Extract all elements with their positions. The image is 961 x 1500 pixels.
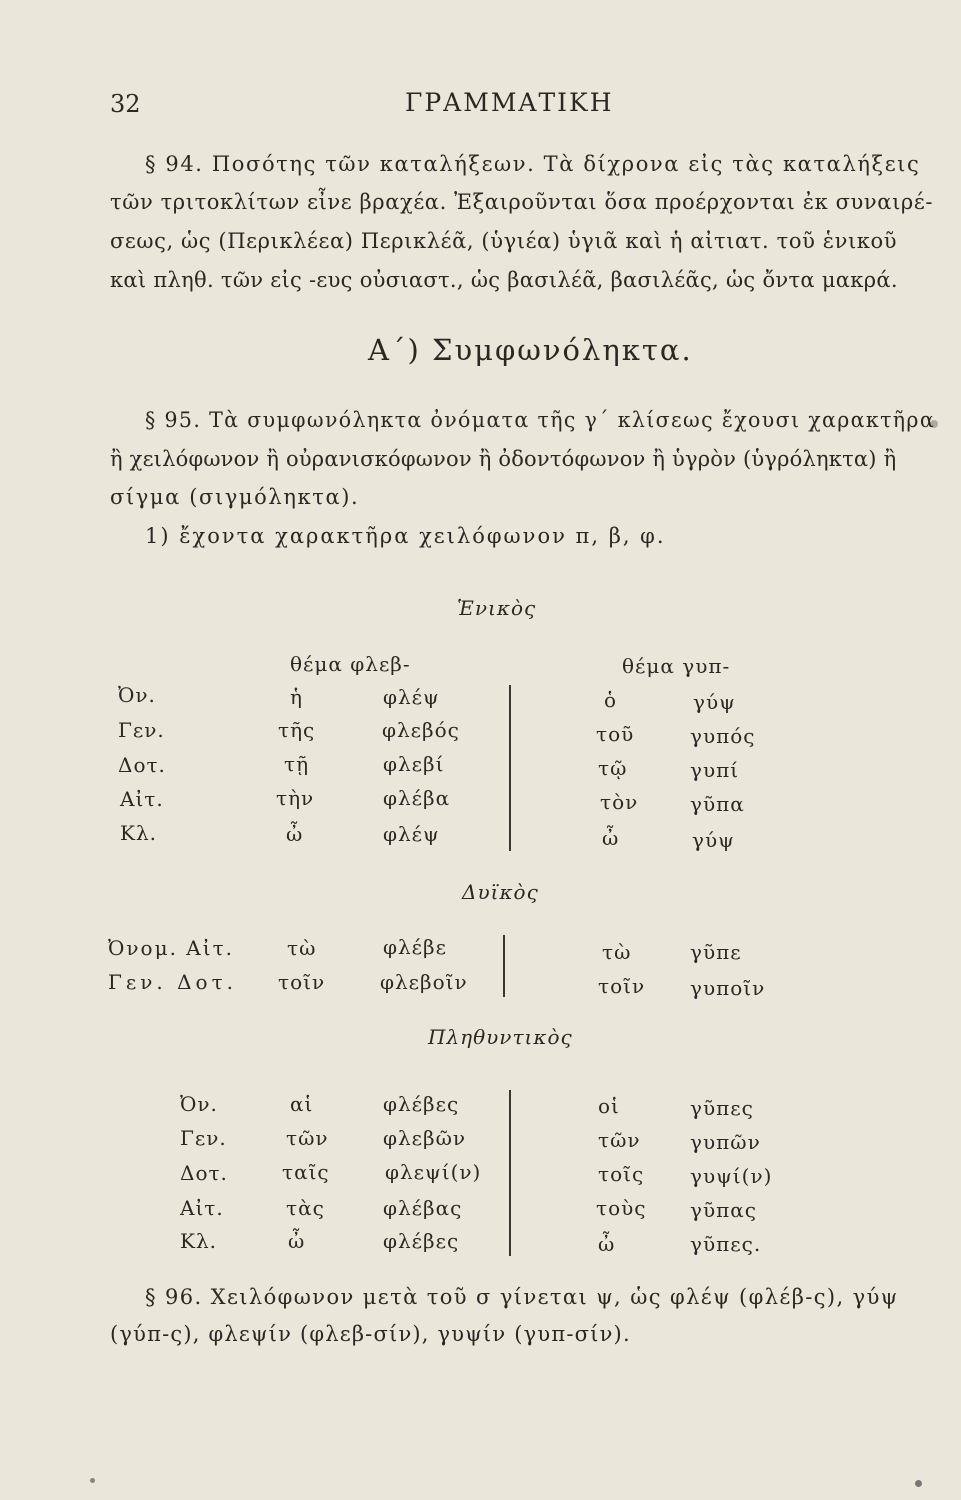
running-title: ΓΡΑΜΜΑΤΙΚΗ bbox=[405, 88, 614, 117]
case-label: Γεν. bbox=[180, 1126, 227, 1150]
noun-form: φλεβός bbox=[382, 718, 460, 742]
noun-form: φλεβί bbox=[383, 752, 445, 776]
article: τὴν bbox=[276, 786, 315, 810]
article: ὦ bbox=[286, 822, 304, 846]
article: τοῖν bbox=[278, 970, 326, 994]
article: τῇ bbox=[284, 752, 310, 776]
para95-line: § 95. Τὰ συμφωνόληκτα ὀνόματα τῆς γ΄ κλίσεως ἔχουσι χαρακτῆρα bbox=[145, 408, 936, 432]
para95-line: ἢ χειλόφωνον ἢ οὐρανισκόφωνον ἢ ὀδοντόφωνον ἢ ὑγρὸν (ὑγρόληκτα) ἢ bbox=[110, 447, 897, 471]
noun-form: φλέβας bbox=[383, 1196, 463, 1220]
case-label: Γεν. Δοτ. bbox=[108, 970, 238, 994]
noun-form: φλέψ bbox=[383, 685, 440, 709]
noun-form: γῦπες bbox=[690, 1096, 754, 1120]
page-number: 32 bbox=[110, 90, 141, 118]
case-label: Δοτ. bbox=[180, 1161, 228, 1185]
case-label: Κλ. bbox=[120, 821, 157, 845]
noun-form: γυπῶν bbox=[690, 1130, 761, 1154]
article: οἱ bbox=[598, 1094, 620, 1118]
article: τὼ bbox=[287, 936, 317, 960]
article: ἡ bbox=[290, 685, 303, 709]
article: τῷ bbox=[598, 756, 628, 780]
noun-form: γῦπε bbox=[690, 940, 742, 964]
noun-form: φλεψί(ν) bbox=[385, 1160, 482, 1184]
paper-stain bbox=[90, 1478, 95, 1483]
case-label: Ὀν. bbox=[118, 683, 156, 707]
noun-form: γῦπα bbox=[690, 792, 745, 816]
noun-form: γῦπες. bbox=[690, 1232, 762, 1256]
article: τοῦ bbox=[596, 722, 635, 746]
noun-form: γύψ bbox=[692, 828, 735, 852]
article: τῶν bbox=[286, 1126, 329, 1150]
noun-form: φλεβοῖν bbox=[380, 970, 468, 994]
noun-form: φλέβε bbox=[383, 935, 447, 959]
para95-subitem: 1) ἔχοντα χαρακτῆρα χειλόφωνον π, β, φ. bbox=[145, 524, 666, 548]
case-label: Αἰτ. bbox=[180, 1196, 224, 1220]
case-label: Ὀν. bbox=[180, 1092, 218, 1116]
article: τὰς bbox=[286, 1196, 325, 1220]
case-label: Ὀνομ. Αἰτ. bbox=[108, 936, 235, 960]
singular-title: Ἑνικὸς bbox=[457, 596, 537, 620]
article: τοὺς bbox=[596, 1196, 647, 1220]
article: ὦ bbox=[598, 1232, 616, 1256]
article: τὸν bbox=[600, 790, 639, 814]
noun-form: γυψί(ν) bbox=[690, 1164, 773, 1188]
article: τῆς bbox=[278, 718, 316, 742]
theme-right: θέμα γυπ- bbox=[622, 654, 731, 678]
noun-form: γύψ bbox=[693, 690, 736, 714]
plural-title: Πληθυντικὸς bbox=[428, 1025, 573, 1049]
para95-line: σίγμα (σιγμόληκτα). bbox=[110, 485, 360, 509]
article: τοῖς bbox=[598, 1162, 645, 1186]
noun-form: φλέψ bbox=[383, 822, 440, 846]
case-label: Αἰτ. bbox=[120, 787, 164, 811]
article: ὦ bbox=[288, 1229, 306, 1253]
article: ὁ bbox=[604, 688, 618, 712]
column-divider bbox=[509, 1090, 511, 1256]
noun-form: φλέβες bbox=[383, 1229, 460, 1253]
noun-form: γυποῖν bbox=[690, 976, 766, 1000]
para96-line: (γύπ-ς), φλεψίν (φλεβ-σίν), γυψίν (γυπ-σίν). bbox=[110, 1322, 631, 1346]
para94-line: τῶν τριτοκλίτων εἶνε βραχέα. Ἐξαιροῦνται ὅσα προέρχονται ἐκ συναιρέ- bbox=[110, 190, 934, 214]
noun-form: φλέβα bbox=[383, 786, 451, 810]
para94-line: καὶ πληθ. τῶν εἰς -ευς οὐσιαστ., ὡς βασιλέᾶ, βασιλέᾶς, ὡς ὄντα μακρά. bbox=[110, 268, 898, 292]
para94-line: § 94. Ποσότης τῶν καταλήξεων. Τὰ δίχρονα εἰς τὰς καταλήξεις bbox=[145, 152, 921, 176]
article: τὼ bbox=[602, 940, 632, 964]
noun-form: γυπί bbox=[690, 758, 740, 782]
section-heading: Α΄) Συμφωνόληκτα. bbox=[368, 333, 693, 367]
para96-line: § 96. Χειλόφωνον μετὰ τοῦ σ γίνεται ψ, ὡς φλέψ (φλέβ-ς), γύψ bbox=[145, 1285, 899, 1309]
noun-form: γυπός bbox=[690, 724, 756, 748]
para94-line: σεως, ὡς (Περικλέεα) Περικλέᾶ, (ὑγιέα) ὑγιᾶ καὶ ἡ αἰτιατ. τοῦ ἑνικοῦ bbox=[110, 229, 898, 253]
noun-form: φλέβες bbox=[383, 1092, 460, 1116]
case-label: Γεν. bbox=[118, 718, 165, 742]
case-label: Δοτ. bbox=[118, 753, 166, 777]
column-divider bbox=[503, 935, 505, 997]
article: τοῖν bbox=[598, 974, 646, 998]
article: ταῖς bbox=[282, 1160, 330, 1184]
noun-form: φλεβῶν bbox=[383, 1126, 467, 1150]
article: αἱ bbox=[290, 1092, 314, 1116]
column-divider bbox=[509, 685, 511, 851]
theme-left: θέμα φλεβ- bbox=[290, 652, 411, 676]
noun-form: γῦπας bbox=[690, 1198, 757, 1222]
article: τῶν bbox=[598, 1128, 641, 1152]
case-label: Κλ. bbox=[180, 1229, 217, 1253]
paper-stain bbox=[915, 1480, 922, 1487]
article: ὦ bbox=[602, 826, 620, 850]
dual-title: Δυϊκὸς bbox=[462, 880, 539, 904]
